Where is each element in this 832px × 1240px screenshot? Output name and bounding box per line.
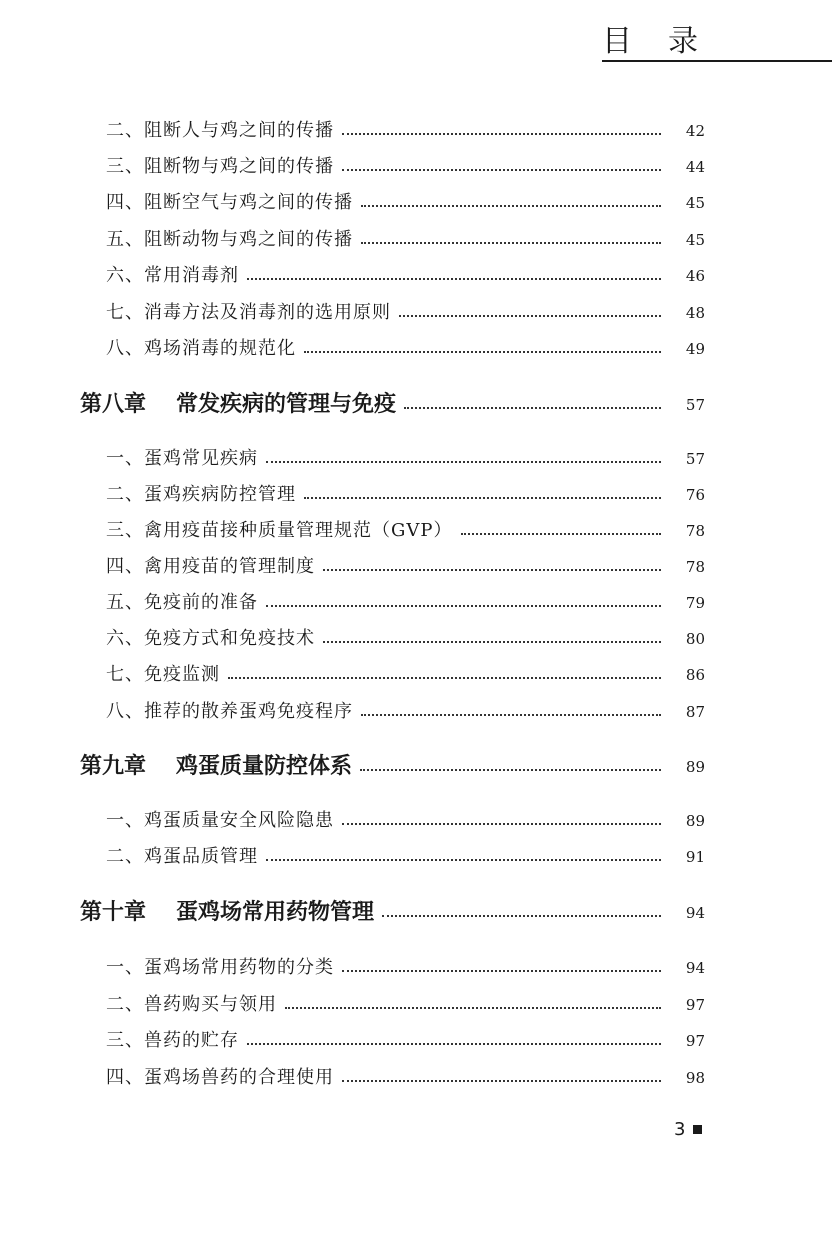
toc-entry-label: 七、免疫监测: [106, 664, 220, 685]
toc-entry-label: 八、推荐的散养蛋鸡免疫程序: [106, 701, 353, 722]
page-header-title: 目录: [602, 24, 734, 59]
toc-section-entry[interactable]: [0, 116, 832, 146]
toc-section-entry[interactable]: [0, 261, 832, 291]
toc-page-number: 94: [685, 959, 705, 977]
dot-leader: [323, 569, 661, 571]
dot-leader: [266, 605, 661, 607]
toc-section-entry[interactable]: [0, 444, 832, 474]
square-bullet-icon: [693, 1125, 702, 1134]
toc-entry-label: 一、蛋鸡场常用药物的分类: [106, 957, 334, 978]
toc-chapter-entry[interactable]: [0, 898, 832, 928]
dot-leader: [361, 205, 661, 207]
toc-page-number: 98: [685, 1069, 705, 1087]
toc-page-number: 76: [685, 486, 705, 504]
dot-leader: [304, 497, 661, 499]
header-rule: [602, 60, 832, 62]
toc-entry-label: 二、兽药购买与领用: [106, 994, 277, 1015]
toc-label-wrap: [0, 261, 239, 291]
toc-section-entry[interactable]: [0, 624, 832, 654]
toc-label-wrap: [0, 444, 258, 474]
toc-section-entry[interactable]: [0, 225, 832, 255]
toc-section-entry[interactable]: [0, 298, 832, 328]
toc-chapter-entry[interactable]: [0, 752, 832, 782]
toc-page-number: 86: [685, 666, 705, 684]
toc-entry-label: 六、常用消毒剂: [106, 265, 239, 286]
toc-label-wrap: [0, 697, 353, 727]
toc-entry-label: 一、蛋鸡常见疾病: [106, 448, 258, 469]
toc-section-entry[interactable]: [0, 660, 832, 690]
toc-label-wrap: [0, 1063, 334, 1093]
toc-entry-label: 三、兽药的贮存: [106, 1030, 239, 1051]
chapter-number: 第九章: [80, 754, 147, 779]
toc-page-number: 94: [685, 904, 705, 922]
toc-page-number: 89: [685, 812, 705, 830]
toc-page-number: 79: [685, 594, 705, 612]
page-number: 3: [674, 1118, 686, 1140]
toc-section-entry[interactable]: [0, 990, 832, 1020]
toc-entry-label: 八、鸡场消毒的规范化: [106, 338, 296, 359]
toc-entry-label: 三、阻断物与鸡之间的传播: [106, 156, 334, 177]
toc-page-number: 42: [685, 122, 705, 140]
toc-section-entry[interactable]: [0, 697, 832, 727]
dot-leader: [247, 1043, 661, 1045]
dot-leader: [361, 242, 661, 244]
toc-page-number: 44: [685, 158, 705, 176]
toc-label-wrap: [0, 334, 296, 364]
toc-entry-label: 六、免疫方式和免疫技术: [106, 628, 315, 649]
toc-page-number: 45: [685, 194, 705, 212]
dot-leader: [266, 859, 661, 861]
toc-label-wrap: [0, 516, 453, 546]
dot-leader: [228, 677, 661, 679]
toc-section-entry[interactable]: [0, 334, 832, 364]
toc-entry-label: 五、阻断动物与鸡之间的传播: [106, 229, 353, 250]
dot-leader: [342, 823, 661, 825]
toc-page-number: 57: [685, 450, 705, 468]
toc-label-wrap: [0, 225, 353, 255]
toc-page-number: 57: [685, 396, 705, 414]
toc-label-wrap: [0, 898, 374, 928]
toc-section-entry[interactable]: [0, 806, 832, 836]
toc-label-wrap: [0, 588, 258, 618]
toc-page-number: 97: [685, 996, 705, 1014]
toc-page-number: 46: [685, 267, 705, 285]
toc-page-number: 97: [685, 1032, 705, 1050]
chapter-title: 鸡蛋质量防控体系: [176, 754, 353, 779]
toc-entry-label: 七、消毒方法及消毒剂的选用原则: [106, 302, 391, 323]
toc-label-wrap: [0, 1026, 239, 1056]
toc-label-wrap: [0, 953, 334, 983]
toc-chapter-entry[interactable]: [0, 390, 832, 420]
dot-leader: [382, 915, 661, 917]
toc-label-wrap: [0, 390, 396, 420]
toc-label-wrap: [0, 806, 334, 836]
toc-entry-label: 一、鸡蛋质量安全风险隐患: [106, 810, 334, 831]
toc-section-entry[interactable]: [0, 1063, 832, 1093]
toc-section-entry[interactable]: [0, 188, 832, 218]
dot-leader: [404, 407, 661, 409]
toc-section-entry[interactable]: [0, 953, 832, 983]
dot-leader: [342, 970, 661, 972]
toc-page-number: 87: [685, 703, 705, 721]
toc-section-entry[interactable]: [0, 516, 832, 546]
dot-leader: [323, 641, 661, 643]
dot-leader: [266, 461, 661, 463]
toc-entry-label: [80, 900, 374, 925]
toc-entry-label: 五、免疫前的准备: [106, 592, 258, 613]
toc-label-wrap: [0, 752, 352, 782]
toc-section-entry[interactable]: [0, 480, 832, 510]
dot-leader: [360, 769, 661, 771]
toc-page-number: 91: [685, 848, 705, 866]
toc-section-entry[interactable]: [0, 152, 832, 182]
toc-page-number: 49: [685, 340, 705, 358]
dot-leader: [461, 533, 662, 535]
toc-label-wrap: [0, 624, 315, 654]
toc-entry-label: [80, 392, 396, 417]
chapter-title: 蛋鸡场常用药物管理: [176, 900, 375, 925]
dot-leader: [247, 278, 661, 280]
toc-entry-label: 四、阻断空气与鸡之间的传播: [106, 192, 353, 213]
chapter-number: 第八章: [80, 392, 147, 417]
dot-leader: [342, 133, 661, 135]
toc-label-wrap: [0, 552, 315, 582]
toc-entry-label: 四、禽用疫苗的管理制度: [106, 556, 315, 577]
toc-page-number: 89: [685, 758, 705, 776]
toc-page-number: 78: [685, 522, 705, 540]
toc-label-wrap: [0, 990, 277, 1020]
toc-page-number: 78: [685, 558, 705, 576]
toc-entry-label: 二、鸡蛋品质管理: [106, 846, 258, 867]
toc-label-wrap: [0, 152, 334, 182]
dot-leader: [361, 714, 661, 716]
toc-entry-label: 二、蛋鸡疾病防控管理: [106, 484, 296, 505]
toc-label-wrap: [0, 842, 258, 872]
dot-leader: [304, 351, 661, 353]
toc-label-wrap: [0, 188, 353, 218]
dot-leader: [399, 315, 661, 317]
toc-label-wrap: [0, 298, 391, 328]
page-footer: [674, 1116, 702, 1142]
toc-entry-label: [80, 754, 352, 779]
toc-section-entry[interactable]: [0, 842, 832, 872]
chapter-title: 常发疾病的管理与免疫: [176, 392, 397, 417]
toc-entry-label: 二、阻断人与鸡之间的传播: [106, 120, 334, 141]
chapter-number: 第十章: [80, 900, 147, 925]
toc-label-wrap: [0, 480, 296, 510]
dot-leader: [342, 1080, 661, 1082]
toc-entry-label: 四、蛋鸡场兽药的合理使用: [106, 1067, 334, 1088]
toc-page-number: 80: [685, 630, 705, 648]
toc-label-wrap: [0, 660, 220, 690]
toc-entry-label: 三、禽用疫苗接种质量管理规范（GVP）: [106, 520, 453, 541]
toc-label-wrap: [0, 116, 334, 146]
toc-section-entry[interactable]: [0, 552, 832, 582]
dot-leader: [342, 169, 661, 171]
toc-page-number: 45: [685, 231, 705, 249]
toc-section-entry[interactable]: [0, 1026, 832, 1056]
toc-page-number: 48: [685, 304, 705, 322]
dot-leader: [285, 1007, 661, 1009]
toc-section-entry[interactable]: [0, 588, 832, 618]
